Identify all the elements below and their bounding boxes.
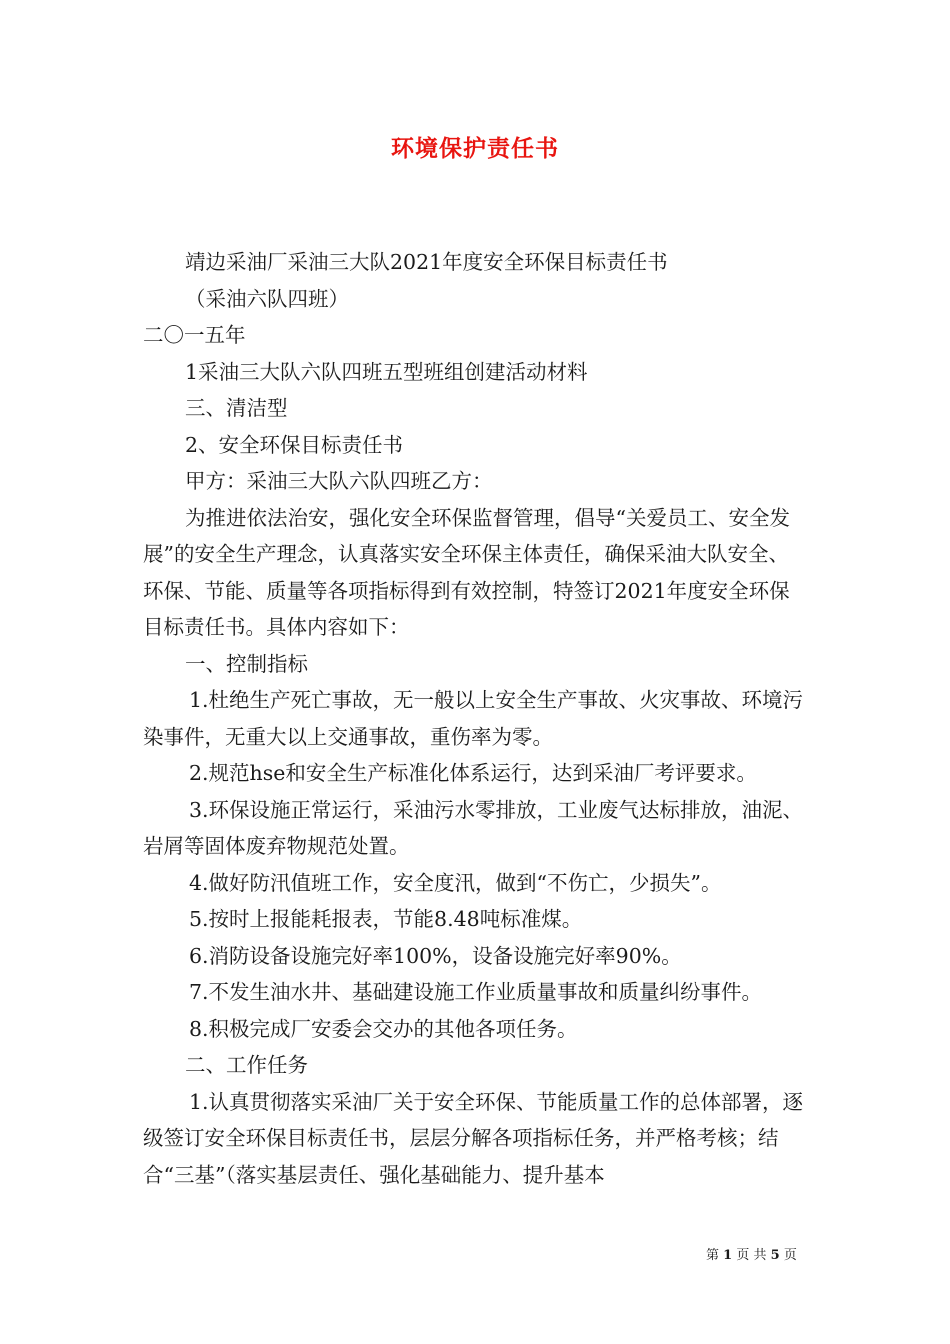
footer-total-pages: 5 — [770, 1248, 780, 1263]
paragraph-parties: 甲方：采油三大队六队四班乙方： — [185, 469, 493, 493]
paragraph-control-item-3: 3.环保设施正常运行，采油污水零排放，工业废气达标排放，油泥、岩屑等固体废弃物规范处置。 — [143, 797, 804, 858]
paragraph-control-item-7: 7.不发生油水井、基础建设施工作业质量事故和质量纠纷事件。 — [189, 980, 763, 1004]
paragraph-tasks-heading: 二、工作任务 — [185, 1053, 308, 1077]
paragraph-section-responsibility: 2、安全环保目标责任书 — [185, 432, 404, 457]
footer-suffix: 页 — [783, 1248, 797, 1263]
paragraph-team: （采油六队四班） — [185, 286, 349, 311]
paragraph-control-heading: 一、控制指标 — [185, 651, 308, 676]
document-title: 环境保护责任书 — [391, 135, 559, 162]
paragraph-material: 1采油三大队六队四班五型班组创建活动材料 — [185, 359, 588, 384]
paragraph-heading: 靖边采油厂采油三大队2021年度安全环保目标责任书 — [185, 250, 668, 274]
paragraph-control-item-6: 6.消防设备设施完好率100%，设备设施完好率90%。 — [189, 943, 682, 968]
paragraph-control-item-1: 1.杜绝生产死亡事故，无一般以上安全生产事故、火灾事故、环境污染事件，无重大以上交通事故，重伤率为零。 — [143, 688, 804, 749]
paragraph-control-item-8: 8.积极完成厂安委会交办的其他各项任务。 — [189, 1016, 578, 1041]
paragraph-control-item-2: 2.规范hse和安全生产标准化体系运行，达到采油厂考评要求。 — [189, 761, 757, 785]
footer-current-page: 1 — [723, 1248, 733, 1263]
footer-prefix: 第 — [706, 1248, 720, 1263]
paragraph-section-clean: 三、清洁型 — [185, 396, 288, 420]
paragraph-control-item-4: 4.做好防汛值班工作，安全度汛，做到“不伤亡，少损失”。 — [189, 870, 722, 895]
paragraph-year: 二〇一五年 — [143, 323, 246, 347]
paragraph-intro: 为推进依法治安，强化安全环保监督管理，倡导“关爱员工、安全发展”的安全生产理念，认真落实安全环保主体责任，确保采油大队安全、环保、节能、质量等各项指标得到有效控制，特签订2021年度安全环保目标责任书。具体内容如下： — [143, 505, 790, 639]
paragraph-control-item-5: 5.按时上报能耗报表，节能8.48吨标准煤。 — [189, 907, 583, 931]
page-number-footer — [706, 1244, 797, 1263]
footer-middle: 页 共 — [736, 1248, 767, 1263]
document-body — [143, 244, 807, 1193]
paragraph-task-item-1: 1.认真贯彻落实采油厂关于安全环保、节能质量工作的总体部署，逐级签订安全环保目标责任书，层层分解各项指标任务，并严格考核；结合“三基”（落实基层责任、强化基础能力、提升基本 — [143, 1089, 804, 1187]
